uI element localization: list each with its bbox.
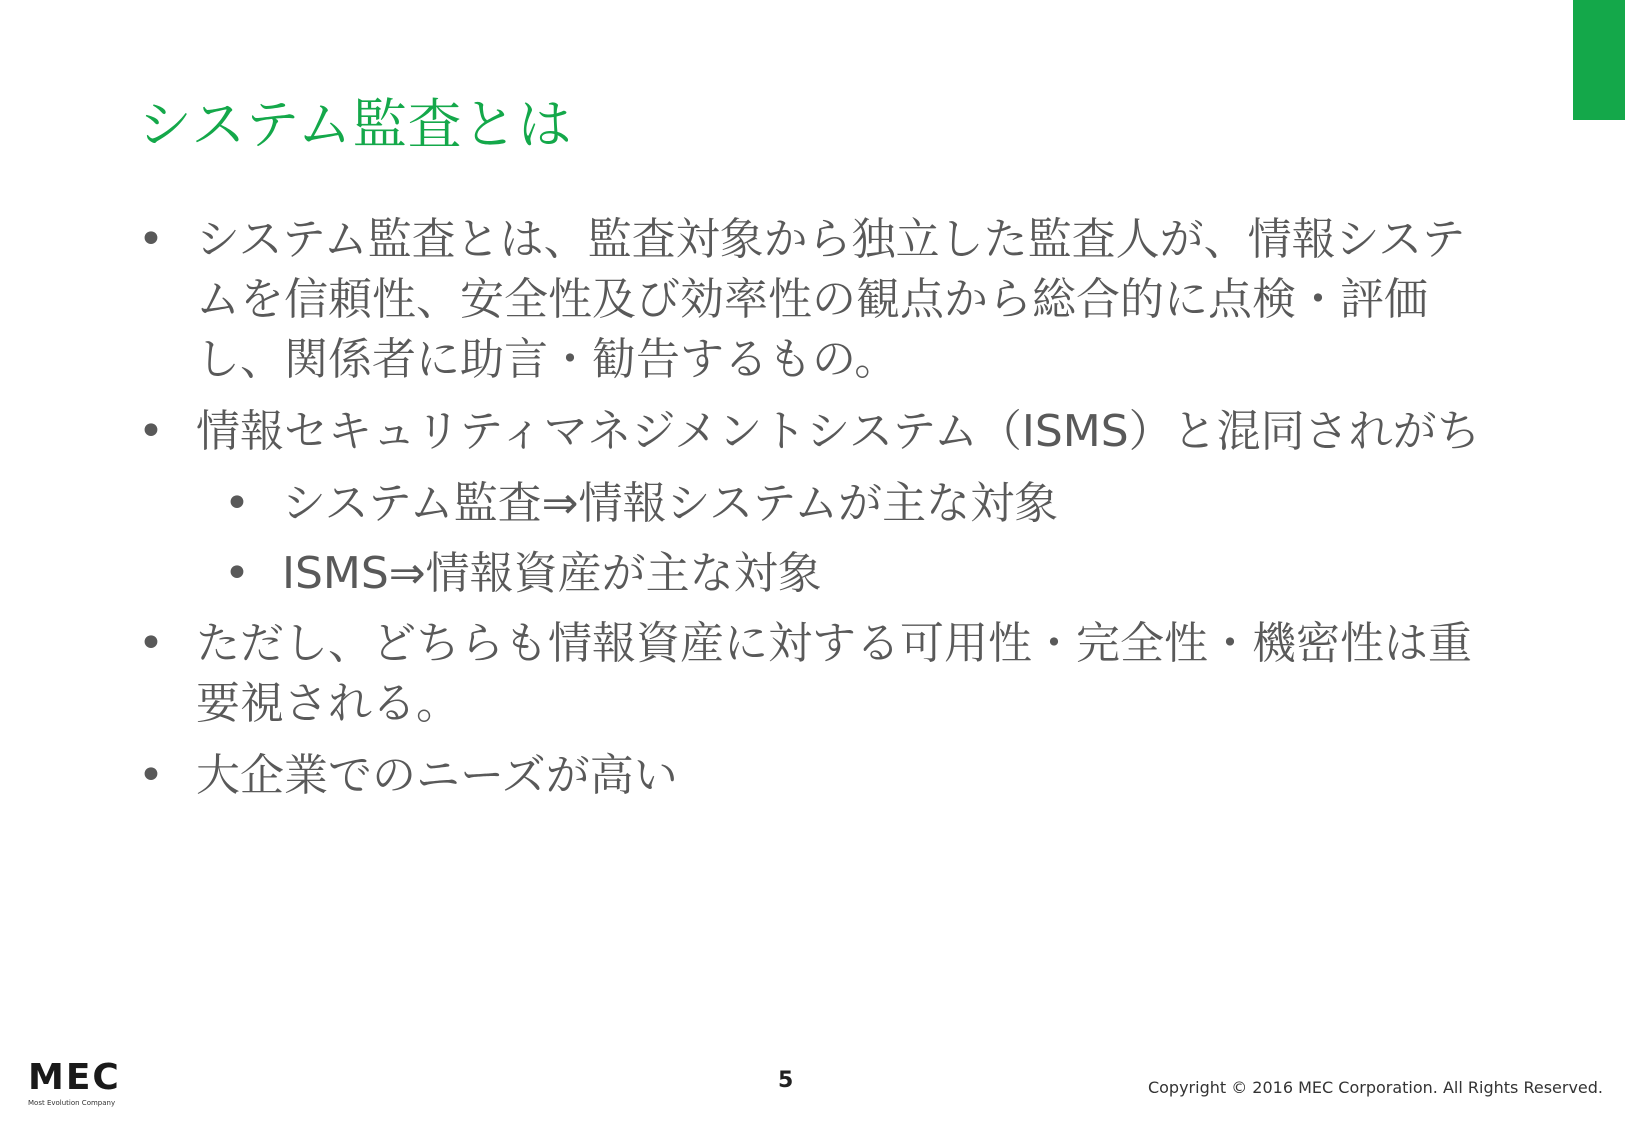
bullet-item: • システム監査とは、監査対象から独立した監査人が、情報システムを信頼性、安全性及び効率性の観点から総合的に点検・評価し、関係者に助言・勧告するもの。 bbox=[196, 210, 1496, 390]
bullet-item: • ただし、どちらも情報資産に対する可用性・完全性・機密性は重要視される。 bbox=[196, 614, 1496, 734]
logo-wordmark: MEC bbox=[28, 1057, 121, 1098]
bullet-list bbox=[0, 210, 1625, 818]
bullet-item: • 情報セキュリティマネジメントシステム（ISMS）と混同されがち bbox=[196, 402, 1496, 462]
sub-bullet-item: • ISMS⇒情報資産が主な対象 bbox=[282, 544, 1482, 604]
slide-title: システム監査とは bbox=[138, 93, 573, 156]
sub-bullet-item: • システム監査⇒情報システムが主な対象 bbox=[282, 474, 1482, 534]
bullet-item: • 大企業でのニーズが高い bbox=[196, 746, 1496, 806]
copyright-notice: Copyright © 2016 MEC Corporation. All Rights Reserved. bbox=[1147, 1078, 1603, 1097]
accent-bar bbox=[1573, 0, 1625, 120]
company-logo bbox=[28, 1058, 143, 1110]
page-number: 5 bbox=[778, 1068, 794, 1093]
logo-tagline: Most Evolution Company bbox=[28, 1099, 116, 1107]
